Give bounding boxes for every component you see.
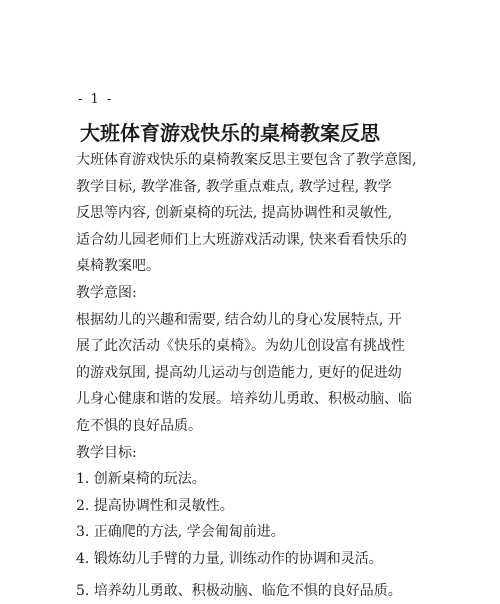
document-title: 大班体育游戏快乐的桌椅教案反思 [80,117,380,146]
goal-item: 1. 创新桌椅的玩法。 [76,466,428,493]
body-line: 桌椅教案吧。 [76,253,428,280]
page-number: - 1 - [78,92,113,107]
goal-item-cut-text: 5. 培养幼儿勇敢、积极动脑、临危不惧的良好品质。 [76,578,428,604]
body-line: 展了此次活动《快乐的桌椅》。为幼儿创设富有挑战性 [76,333,428,360]
document-body [76,147,428,587]
body-line: 根据幼儿的兴趣和需要, 结合幼儿的身心发展特点, 开 [76,307,428,334]
section-heading-goals: 教学目标: [76,440,428,467]
body-line: 儿身心健康和谐的发展。培养幼儿勇敢、积极动脑、临 [76,386,428,413]
goal-item: 3. 正确爬的方法, 学会匍匐前进。 [76,519,428,546]
body-line: 大班体育游戏快乐的桌椅教案反思主要包含了教学意图, [76,147,428,174]
goal-item-cut-off [76,573,428,587]
body-line: 危不惧的良好品质。 [76,413,428,440]
body-line: 教学目标, 教学准备, 教学重点难点, 教学过程, 教学 [76,174,428,201]
goal-item: 4. 锻炼幼儿手臂的力量, 训练动作的协调和灵活。 [76,546,428,573]
section-heading-intent: 教学意图: [76,280,428,307]
body-line: 的游戏氛围, 提高幼儿运动与创造能力, 更好的促进幼 [76,360,428,387]
goal-item: 2. 提高协调性和灵敏性。 [76,493,428,520]
body-line: 反思等内容, 创新桌椅的玩法, 提高协调性和灵敏性, [76,200,428,227]
body-line: 适合幼儿园老师们上大班游戏活动课, 快来看看快乐的 [76,227,428,254]
